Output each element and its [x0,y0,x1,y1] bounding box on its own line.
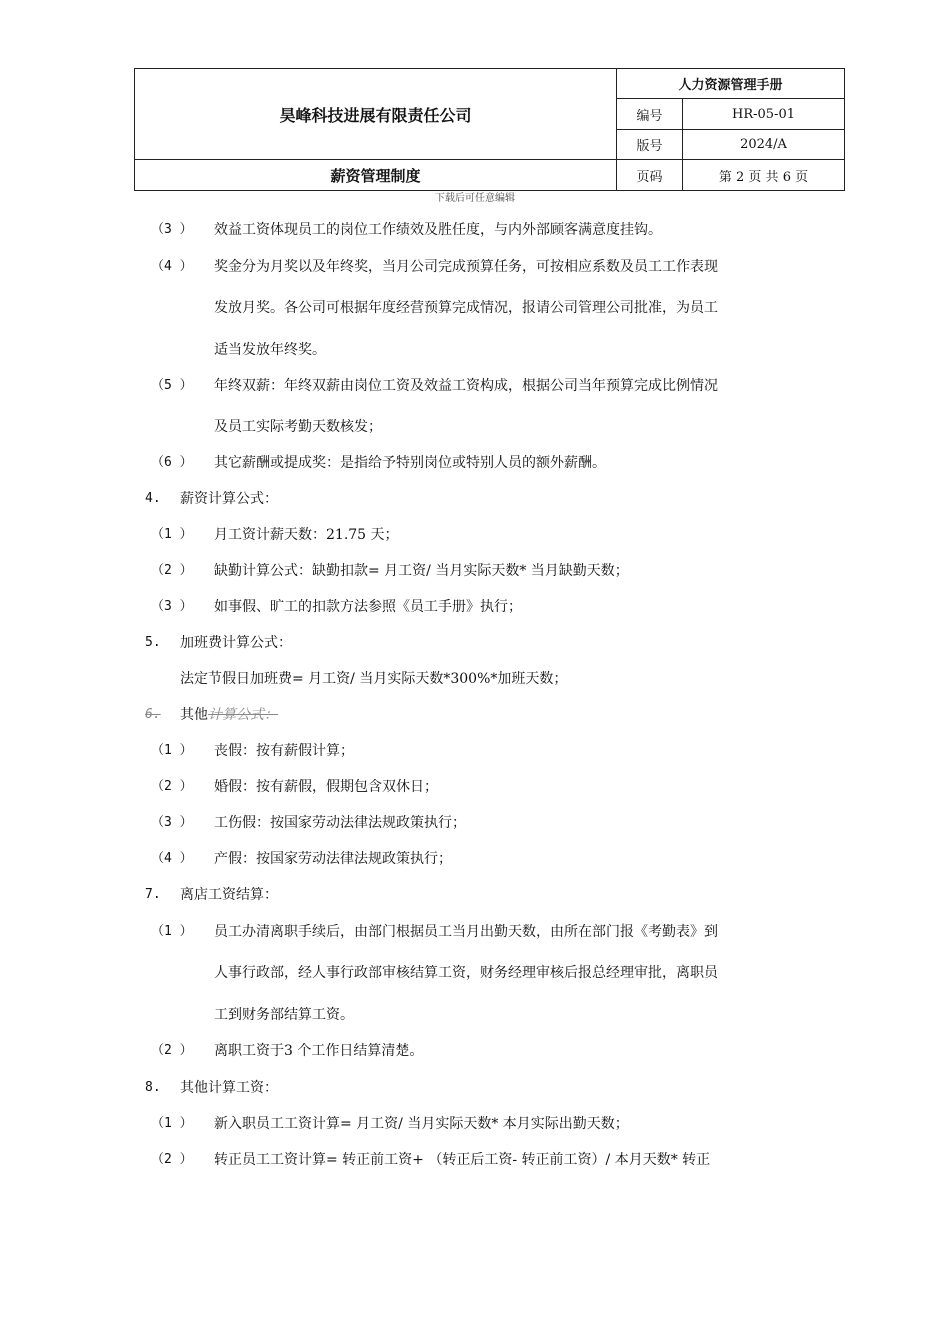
watermark-text: 下载后可任意编辑 [435,193,515,204]
item-text: 人事行政部，经人事行政部审核结算工资，财务经理审核后报总经理审批，离职员 [214,965,718,981]
item-text: 效益工资体现员工的岗位工作绩效及胜任度，与内外部顾客满意度挂钩。 [214,222,662,238]
item-text: 年终双薪：年终双薪由岗位工资及效益工资构成，根据公司当年预算完成比例情况 [214,378,718,394]
item-text: 发放月奖。各公司可根据年度经营预算完成情况，报请公司管理公司批准，为员工 [214,300,718,316]
item-text: 及员工实际考勤天数核发； [214,419,382,435]
version-label: 版号 [617,130,683,160]
section-title [180,705,278,725]
item-text: 转正员工工资计算= 转正前工资+ （转正后工资- 转正前工资）/ 本月天数* 转正 [214,1152,711,1168]
item-number: （1 ） [151,1116,193,1131]
code-label: 编号 [617,99,683,130]
item-number: （3 ） [151,599,193,614]
item-number: （4 ） [151,851,193,866]
section-title-struck: 计算公式： [208,707,278,723]
item-number: （5 ） [151,378,193,393]
document-header-table [134,68,845,191]
item-text: 员工办清离职手续后，由部门根据员工当月出勤天数，由所在部门报《考勤表》到 [214,924,718,940]
item-text: 产假：按国家劳动法律法规政策执行； [214,851,452,867]
item-text: 丧假：按有薪假计算； [214,743,354,759]
version-value: 2024/A [683,130,845,160]
item-number: （2 ） [151,1152,193,1167]
section-title-kept: 其他 [180,707,208,723]
section-number: 5. [145,635,161,650]
formula-text: 法定节假日加班费= 月工资/ 当月实际天数*300%*加班天数； [180,671,568,687]
item-number: （1 ） [151,924,193,939]
item-text: 月工资计薪天数：21.75 天； [214,527,399,543]
item-number: （2 ） [151,563,193,578]
item-number: （1 ） [151,527,193,542]
item-text: 适当发放年终奖。 [214,342,326,358]
item-text: 工到财务部结算工资。 [214,1007,354,1023]
item-number: （6 ） [151,455,193,470]
item-text: 缺勤计算公式：缺勤扣款= 月工资/ 当月实际天数* 当月缺勤天数； [214,563,629,579]
item-number: （1 ） [151,743,193,758]
section-number: 8. [145,1080,161,1095]
page-number: 第 2 页 共 6 页 [683,160,845,191]
manual-title: 人力资源管理手册 [617,69,845,99]
section-number: 6. [145,707,161,722]
section-title: 加班费计算公式： [180,635,292,651]
code-value: HR-05-01 [683,99,845,130]
item-number: （2 ） [151,1043,193,1058]
item-text: 如事假、旷工的扣款方法参照《员工手册》执行； [214,599,522,615]
item-text: 婚假：按有薪假，假期包含双休日； [214,779,438,795]
item-number: （4 ） [151,259,193,274]
company-name: 昊峰科技进展有限责任公司 [135,69,617,160]
section-title: 离店工资结算： [180,887,278,903]
item-text: 工伤假：按国家劳动法律法规政策执行； [214,815,466,831]
item-text: 离职工资于3 个工作日结算清楚。 [214,1043,424,1059]
section-number: 7. [145,887,161,902]
item-number: （3 ） [151,815,193,830]
document-title: 薪资管理制度 [135,160,617,191]
item-number: （2 ） [151,779,193,794]
item-text: 奖金分为月奖以及年终奖，当月公司完成预算任务，可按相应系数及员工工作表现 [214,259,718,275]
section-number: 4. [145,491,161,506]
item-text: 其它薪酬或提成奖：是指给予特别岗位或特别人员的额外薪酬。 [214,455,606,471]
section-title: 薪资计算公式： [180,491,278,507]
section-title: 其他计算工资： [180,1080,278,1096]
page-label: 页码 [617,160,683,191]
item-number: （3 ） [151,222,193,237]
item-text: 新入职员工工资计算= 月工资/ 当月实际天数* 本月实际出勤天数； [214,1116,629,1132]
